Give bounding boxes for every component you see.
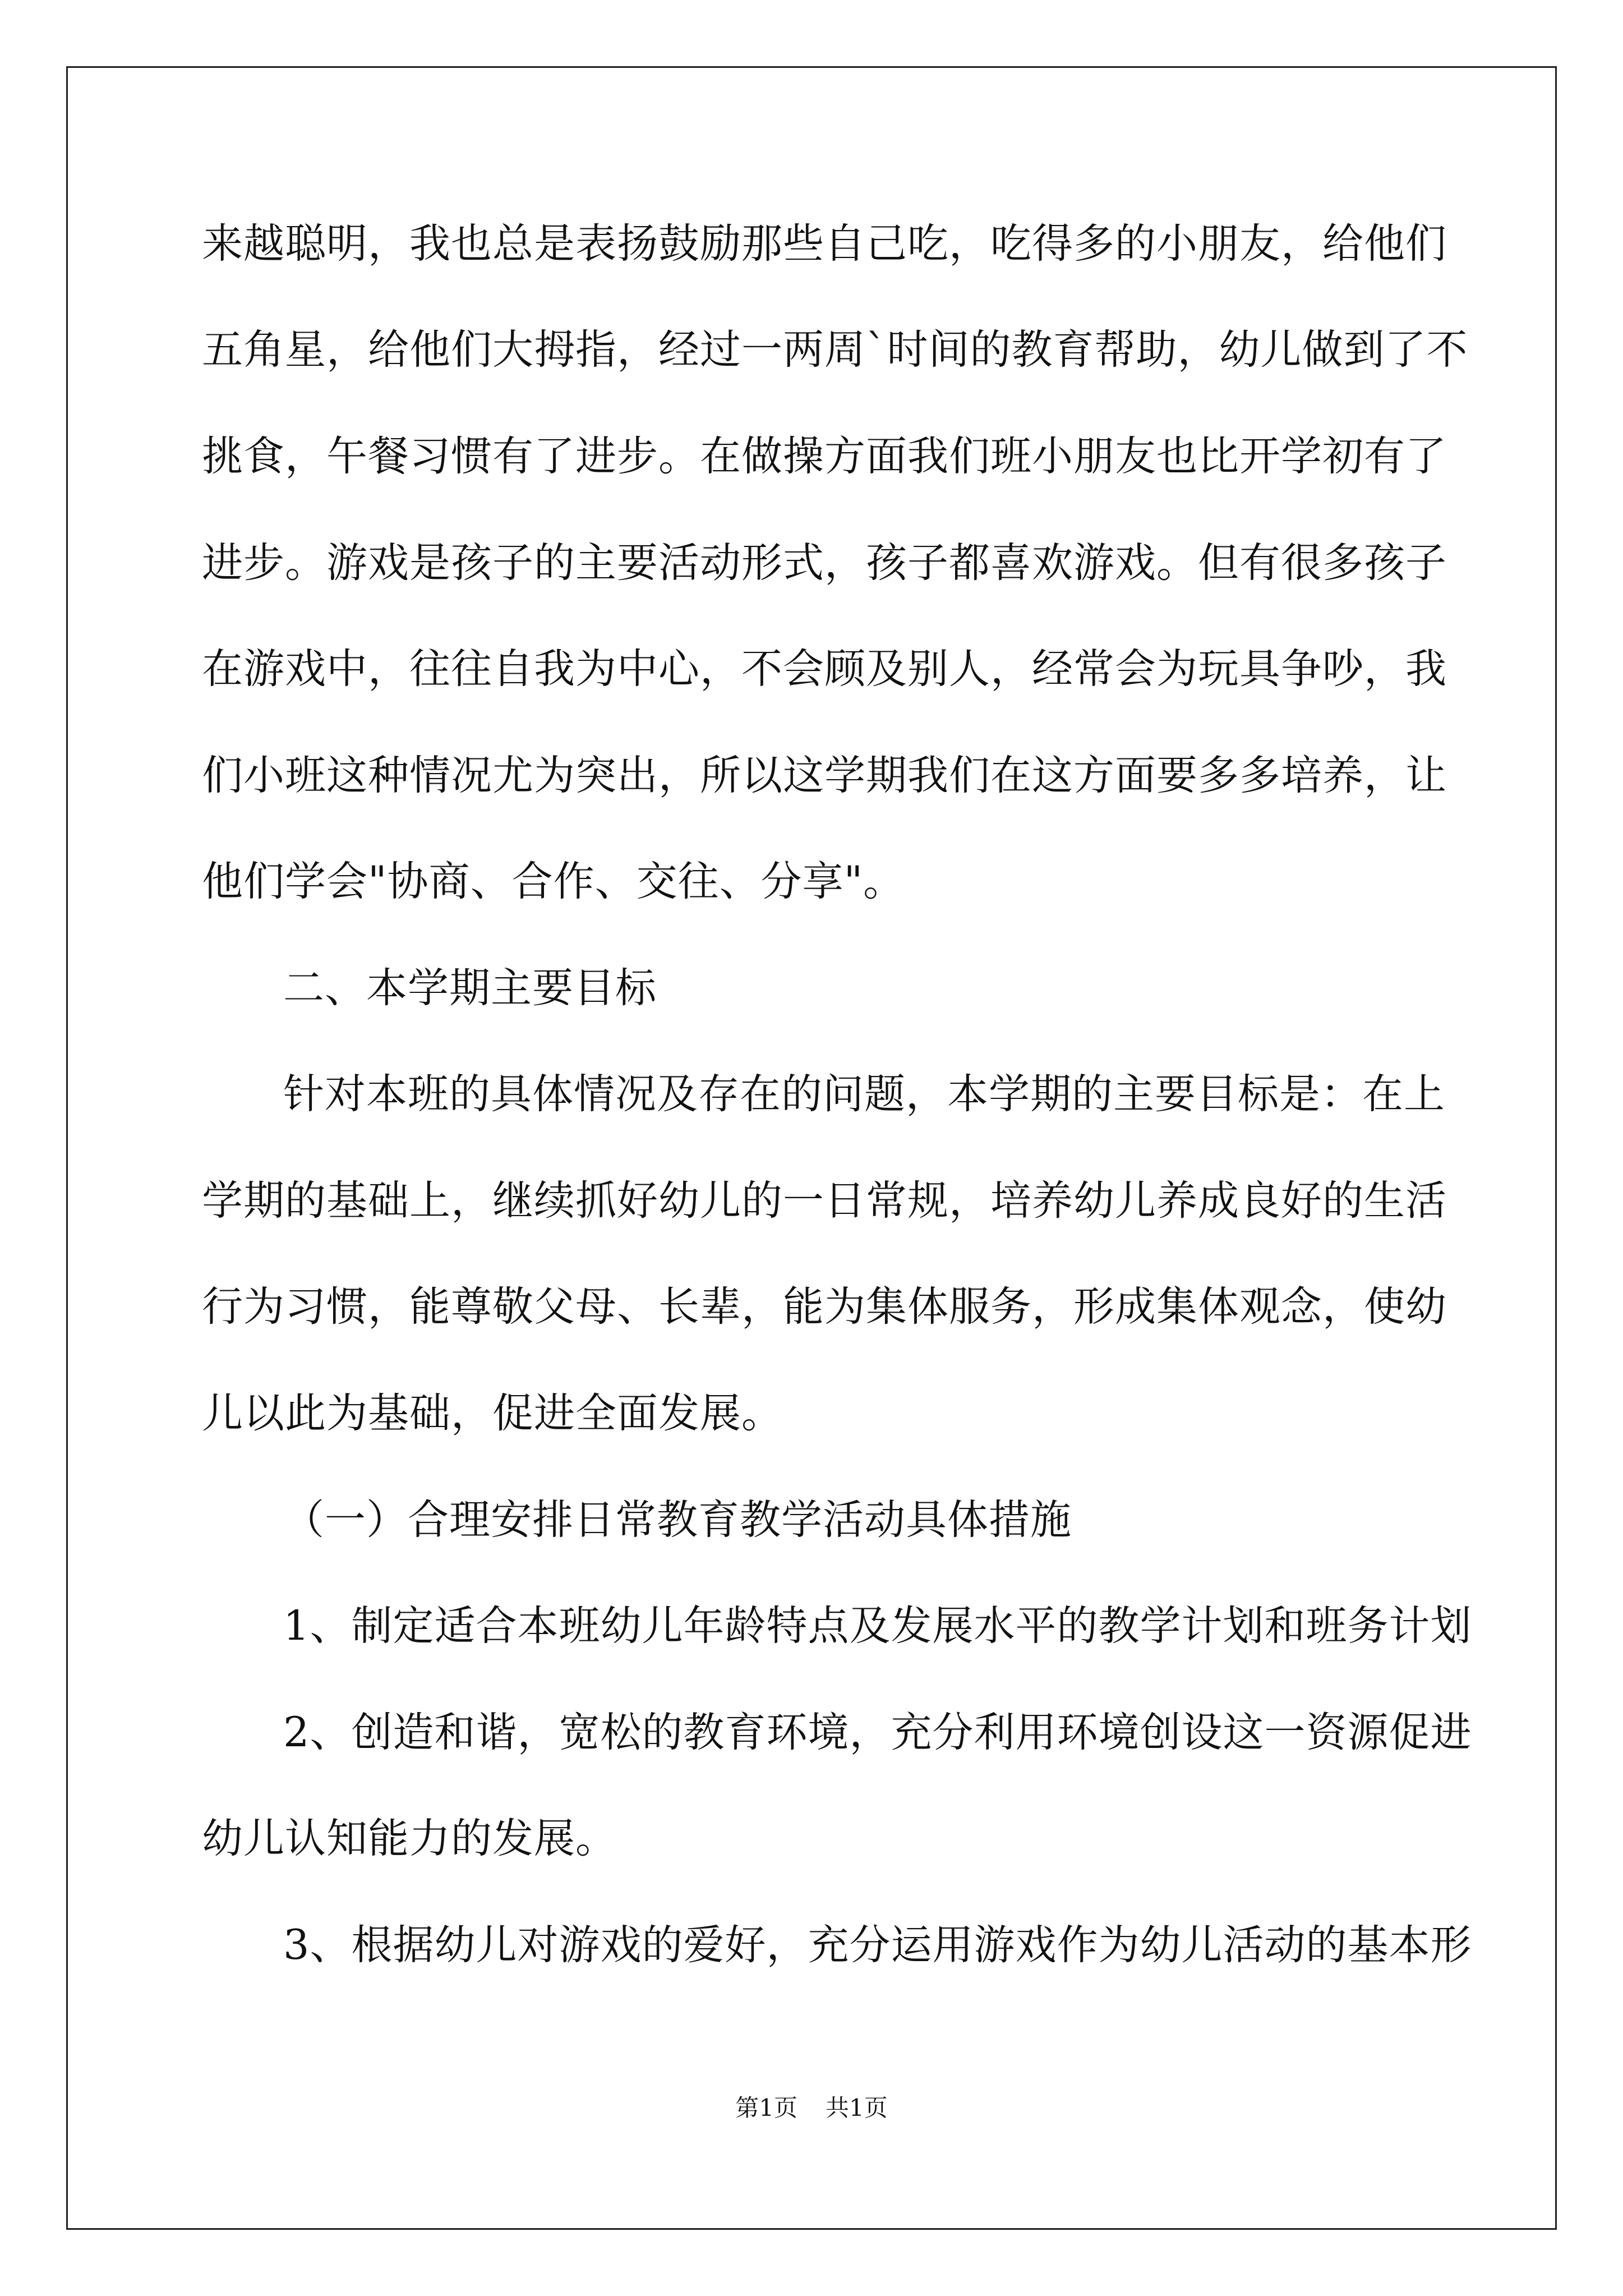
text-line: 挑食，午餐习惯有了进步。在做操方面我们班小朋友也比开学初有了	[202, 432, 1447, 480]
list-item: 1、制定适合本班幼儿年龄特点及发展水平的教学计划和班务计划	[283, 1602, 1472, 1650]
list-item: 2、创造和谐，宽松的教育环境，充分利用环境创设这一资源促进	[283, 1709, 1472, 1756]
text-line: 在游戏中，往往自我为中心，不会顾及别人，经常会为玩具争吵，我	[202, 645, 1447, 693]
section-heading: 二、本学期主要目标	[283, 964, 657, 1012]
list-item: 3、根据幼儿对游戏的爱好，充分运用游戏作为幼儿活动的基本形	[283, 1921, 1472, 1969]
text-line: 幼儿认知能力的发展。	[202, 1815, 617, 1862]
text-line: 们小班这种情况尤为突出，所以这学期我们在这方面要多多培养，让	[202, 752, 1447, 799]
page-number: 第1页	[735, 2094, 797, 2122]
text-line: 针对本班的具体情况及存在的问题，本学期的主要目标是：在上	[283, 1070, 1445, 1118]
page-total: 共1页	[826, 2094, 888, 2122]
text-line: 来越聪明，我也总是表扬鼓励那些自己吃，吃得多的小朋友，给他们	[202, 220, 1447, 268]
page-border	[66, 66, 1557, 2230]
text-line: 儿以此为基础，促进全面发展。	[202, 1389, 783, 1437]
text-line: 他们学会"协商、合作、交往、分享"。	[202, 858, 905, 905]
text-line: 五角星，给他们大拇指，经过一两周`时间的教育帮助，幼儿做到了不	[202, 326, 1468, 374]
text-line: 行为习惯，能尊敬父母、长辈，能为集体服务，形成集体观念，使幼	[202, 1283, 1447, 1331]
text-line: 进步。游戏是孩子的主要活动形式，孩子都喜欢游戏。但有很多孩子	[202, 539, 1447, 587]
subsection-heading: （一）合理安排日常教育教学活动具体措施	[283, 1496, 1072, 1544]
text-line: 学期的基础上，继续抓好幼儿的一日常规，培养幼儿养成良好的生活	[202, 1177, 1447, 1225]
page-footer	[0, 2091, 1623, 2125]
